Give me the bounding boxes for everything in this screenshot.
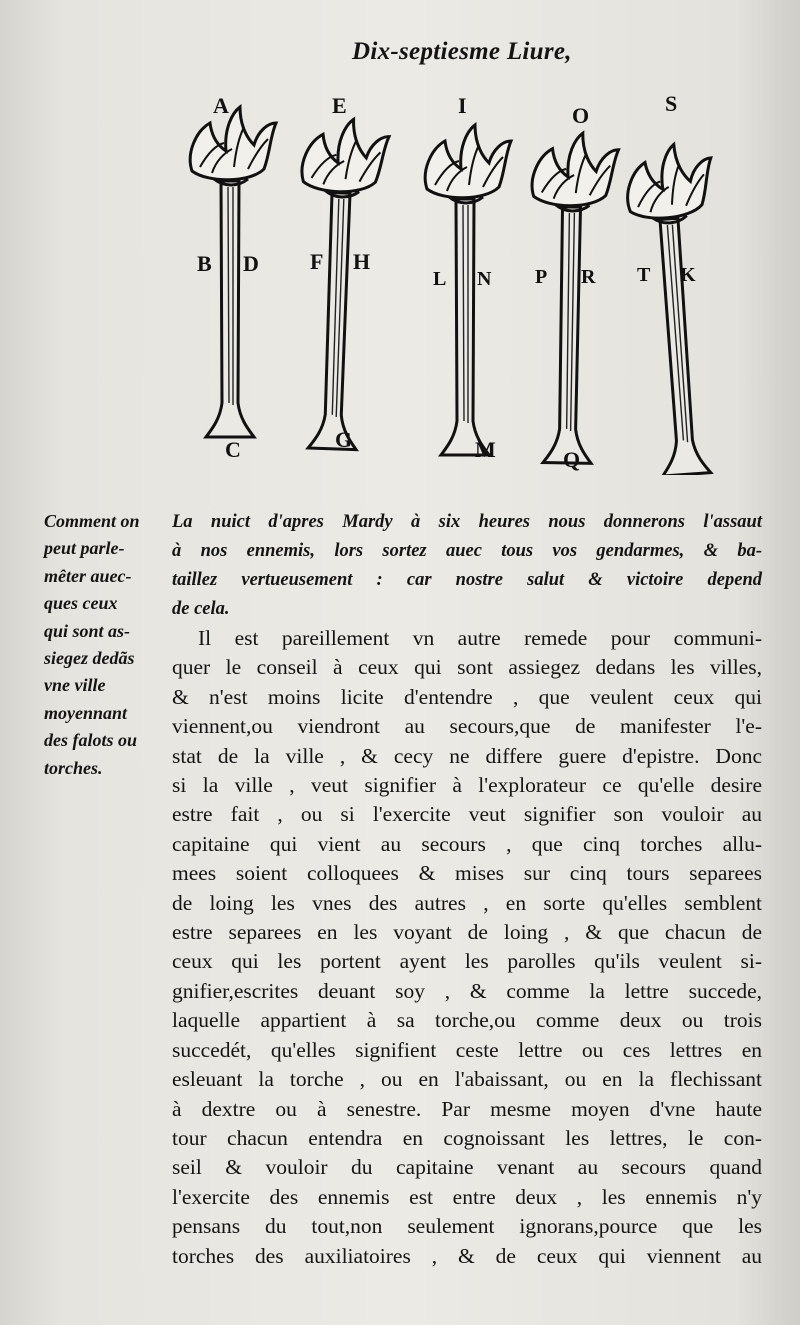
figure-label-mid-9: T xyxy=(637,264,651,286)
body-line: & n'est moins licite d'entendre , que veulent ceux qui xyxy=(172,684,762,709)
figure-label-bottom-4: Q xyxy=(563,447,581,472)
marginal-note xyxy=(44,508,174,782)
body-line: tour chacun entendra en cognoissant les lettres, le con- xyxy=(172,1125,762,1150)
figure-label-top-4: O xyxy=(572,103,590,128)
figure-label-mid-7: P xyxy=(535,266,548,288)
figure-label-mid-6: N xyxy=(477,268,492,290)
figure-label-mid-8: R xyxy=(581,266,596,288)
figure-label-top-1: A xyxy=(213,93,229,118)
body-line: capitaine qui vient au secours , que cinq torches allu- xyxy=(172,831,762,856)
margin-note-line: torches. xyxy=(44,757,103,778)
margin-note-line: Comment on xyxy=(44,511,140,531)
margin-note-line: ques ceux xyxy=(44,593,118,614)
body-line: quer le conseil à ceux qui sont assiegez dedans les villes, xyxy=(172,655,762,680)
torch-2 xyxy=(292,118,389,451)
body-line: Il est pareillement vn autre remede pour communi- xyxy=(198,626,762,650)
body-line: ceux qui les portent ayent les parolles qu'ils veulent si- xyxy=(172,949,762,974)
margin-note-line: vne ville xyxy=(44,675,106,696)
body-line: estre separees en les voyant de loing , & que chacun de xyxy=(172,920,762,945)
body-line: torches des auxiliatoires , & de ceux qui viennent au xyxy=(172,1243,762,1268)
italic-line: La nuict d'apres Mardy à six heures nous donnerons l'assaut xyxy=(172,512,762,532)
body-line: viennent,ou viendront au secours,que de manifester l'e- xyxy=(172,714,762,739)
figure-label-mid-4: H xyxy=(353,249,371,274)
figure-label-bottom-2: G xyxy=(335,427,353,452)
figure-label-mid-3: F xyxy=(310,249,324,274)
italic-line: taillez vertueusement : car nostre salut & victoire depend xyxy=(172,570,762,590)
torch-signal-woodcut xyxy=(175,85,755,475)
torch-4 xyxy=(527,132,619,463)
body-line: laquelle appartient à sa torche,ou comme deux ou trois xyxy=(172,1008,762,1033)
margin-note-line: des falots ou xyxy=(44,730,138,751)
body-line: succedét, qu'elles signifient ceste lettre ou ces lettres en xyxy=(172,1037,762,1062)
body-line: de loing les vnes des autres , en sorte qu'elles semblent xyxy=(172,890,762,915)
figure-label-mid-1: B xyxy=(197,251,212,276)
margin-note-line: peut parle- xyxy=(44,538,125,559)
italic-line: de cela. xyxy=(172,599,230,619)
body-line: gnifier,escrites deuant soy , & comme la lettre succede, xyxy=(172,978,762,1003)
margin-note-line: siegez dedãs xyxy=(44,648,135,669)
body-line: seil & vouloir du capitaine venant au secours quand xyxy=(172,1155,762,1180)
torch-5 xyxy=(624,142,733,475)
body-paragraph xyxy=(172,624,762,1271)
body-line: esleuant la torche , ou en l'abaissant, ou en la flechissant xyxy=(172,1067,762,1092)
body-line: stat de la ville , & cecy ne differe guere d'epistre. Donc xyxy=(172,743,762,768)
margin-note-line: mêter auec- xyxy=(44,565,132,586)
figure-label-mid-2: D xyxy=(243,251,259,276)
body-line: si la ville , veut signifier à l'explorateur ce qu'elle desire xyxy=(172,773,762,798)
body-line: mees soient colloquees & mises sur cinq tours separees xyxy=(172,861,762,886)
figure-label-top-2: E xyxy=(332,93,347,118)
body-line: pensans du tout,non seulement ignorans,pource que les xyxy=(172,1214,762,1239)
torch-3 xyxy=(425,125,511,455)
running-title: Dix-septiesme Liure, xyxy=(352,38,572,65)
body-line: à dextre ou à senestre. Par mesme moyen d'vne haute xyxy=(172,1096,762,1121)
body-line: estre fait , ou si l'exercite veut signifier son vouloir au xyxy=(172,802,762,827)
italic-line: à nos ennemis, lors sortez auec tous vos gendarmes, & ba- xyxy=(172,541,762,561)
figure-label-bottom-1: C xyxy=(225,437,241,462)
italic-message-passage xyxy=(172,508,762,624)
figure-label-top-3: I xyxy=(458,93,467,118)
figure-label-mid-5: L xyxy=(433,268,447,290)
margin-note-line: qui sont as- xyxy=(44,620,131,641)
figure-label-mid-10: K xyxy=(680,264,696,286)
figure-label-bottom-3: M xyxy=(475,437,496,462)
body-line: l'exercite des ennemis est entre deux , les ennemis n'y xyxy=(172,1184,762,1209)
figure-label-top-5: S xyxy=(665,91,678,116)
margin-note-line: moyennant xyxy=(44,702,128,723)
